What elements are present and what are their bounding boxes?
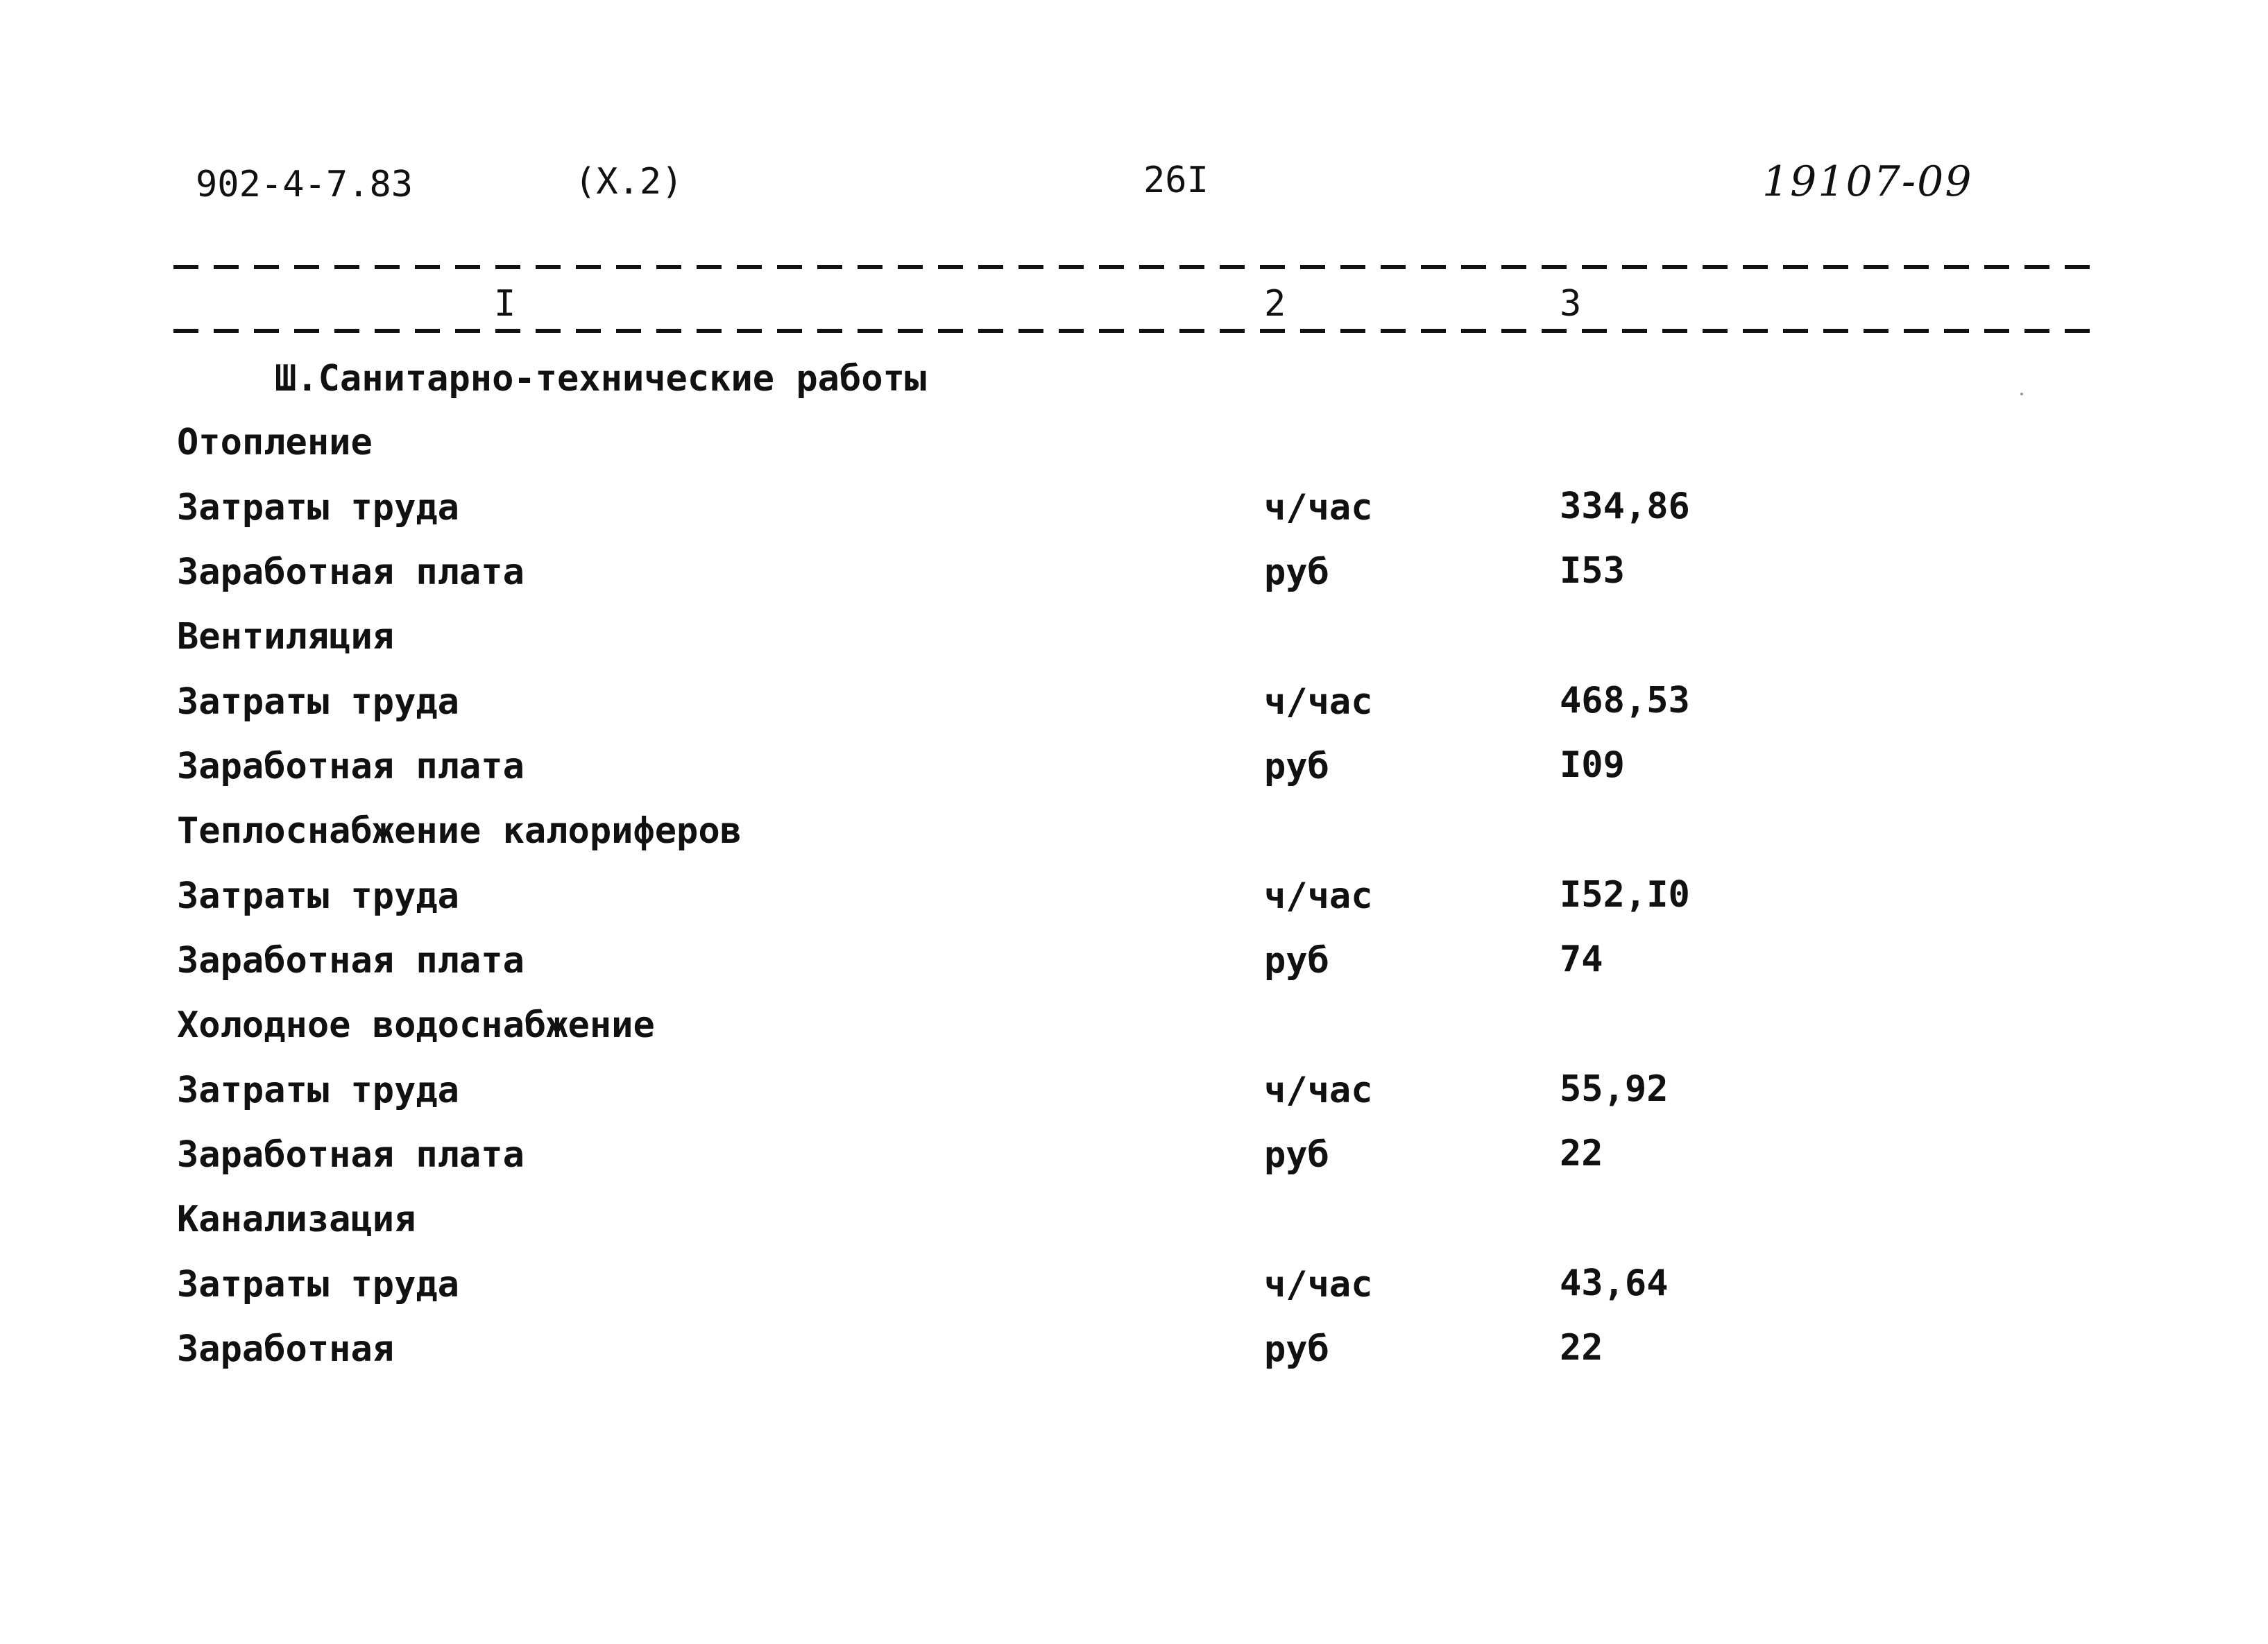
column-header-2: 2 [1264, 283, 1286, 325]
row-label: Отопление [177, 422, 373, 463]
row-label: Заработная плата [177, 551, 525, 593]
row-value: I52,I0 [1560, 874, 1690, 916]
row-unit: ч/час [1264, 487, 1373, 529]
row-label: Заработная плата [177, 746, 525, 787]
row-label: Заработная [177, 1328, 395, 1370]
row-unit: ч/час [1264, 1264, 1373, 1305]
section-title: Ш.Санитарно-технические работы [275, 358, 927, 400]
row-unit: ч/час [1264, 681, 1373, 723]
row-unit: ч/час [1264, 1070, 1373, 1111]
row-label: Затраты труда [177, 1264, 459, 1305]
document-code: 902-4-7.83 [196, 164, 413, 205]
table-top-rule [173, 265, 2099, 269]
handwritten-inventory-number: 19107-09 [1762, 157, 1973, 206]
row-value: 43,64 [1560, 1262, 1669, 1304]
row-label: Теплоснабжение калориферов [177, 810, 742, 852]
page-number: 26I [1143, 160, 1209, 201]
row-unit: руб [1264, 1134, 1329, 1176]
table-header-rule [173, 329, 2099, 333]
column-header-1: I [494, 283, 516, 325]
row-label: Канализация [177, 1199, 416, 1240]
row-label: Затраты труда [177, 875, 459, 917]
row-label: Затраты труда [177, 681, 459, 723]
scan-speck [2020, 393, 2023, 395]
column-header-3: 3 [1560, 283, 1582, 325]
row-value: 22 [1560, 1327, 1603, 1369]
row-label: Заработная плата [177, 1134, 525, 1176]
row-label: Затраты труда [177, 487, 459, 529]
section-code: (X.2) [574, 161, 683, 203]
row-value: 55,92 [1560, 1068, 1669, 1110]
row-unit: руб [1264, 940, 1329, 982]
row-value: I09 [1560, 744, 1625, 786]
row-unit: ч/час [1264, 875, 1373, 917]
row-value: 22 [1560, 1133, 1603, 1174]
row-value: 74 [1560, 939, 1603, 980]
row-value: 334,86 [1560, 486, 1690, 527]
row-label: Холодное водоснабжение [177, 1004, 655, 1046]
row-unit: руб [1264, 1328, 1329, 1370]
row-value: I53 [1560, 550, 1625, 592]
row-label: Затраты труда [177, 1070, 459, 1111]
row-label: Вентиляция [177, 616, 395, 658]
row-unit: руб [1264, 551, 1329, 593]
row-unit: руб [1264, 746, 1329, 787]
row-value: 468,53 [1560, 680, 1690, 721]
row-label: Заработная плата [177, 940, 525, 982]
